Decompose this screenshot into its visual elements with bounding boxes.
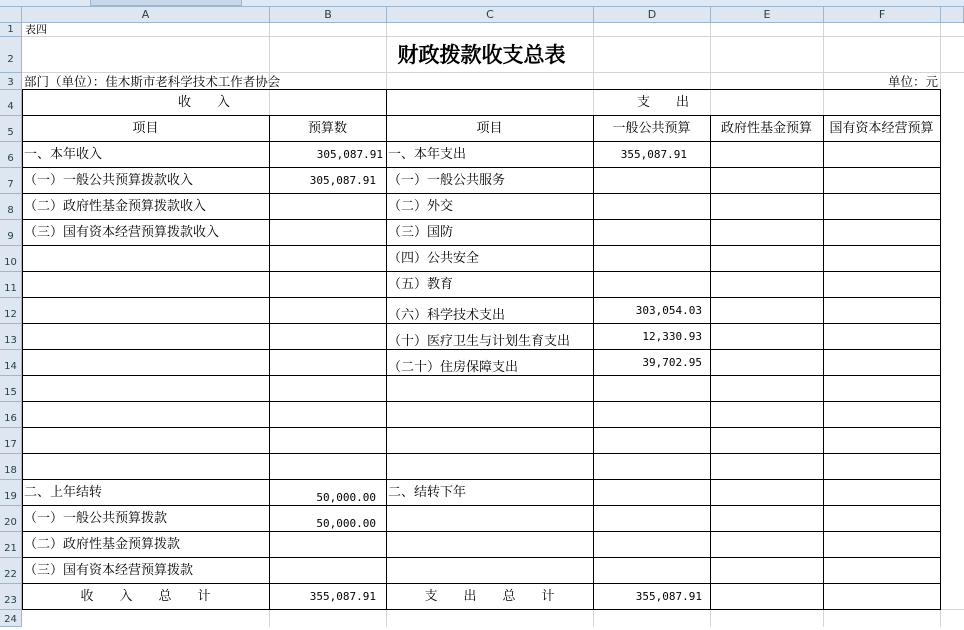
carry-in-row-label[interactable]: （三）国有资本经营预算拨款 <box>24 563 194 578</box>
row-header-10[interactable]: 10 <box>0 246 22 272</box>
table-border <box>22 89 23 610</box>
row-header-3[interactable]: 3 <box>0 73 22 90</box>
table-border <box>22 245 941 246</box>
expense-row-label[interactable]: （一）一般公共服务 <box>388 173 506 188</box>
expense-row-label[interactable]: （十）医疗卫生与计划生育支出 <box>388 334 571 349</box>
expense-row-value[interactable]: 12,330.93 <box>642 330 702 343</box>
expense-row-label[interactable]: （二十）住房保障支出 <box>388 360 519 375</box>
expense-row-label[interactable]: （二）外交 <box>388 199 454 214</box>
carry-in-row-label[interactable]: （二）政府性基金预算拨款 <box>24 537 181 552</box>
row-header-24[interactable]: 24 <box>0 610 22 627</box>
general-budget-header[interactable]: 一般公共预算 <box>612 121 691 136</box>
table-border <box>22 401 941 402</box>
column-header-f[interactable]: F <box>824 7 941 23</box>
row-header-11[interactable]: 11 <box>0 272 22 298</box>
income-row-value[interactable]: 305,087.91 <box>309 174 376 187</box>
carry-in-row-value[interactable]: 50,000.00 <box>316 517 376 530</box>
row-header-20[interactable]: 20 <box>0 506 22 532</box>
row-header-13[interactable]: 13 <box>0 324 22 350</box>
column-header-b[interactable]: B <box>270 7 387 23</box>
budget-amount-header[interactable]: 预算数 <box>307 121 347 136</box>
gridline <box>22 36 964 37</box>
carry-out-row-label[interactable]: 二、结转下年 <box>388 485 467 500</box>
column-header-a[interactable]: A <box>22 7 270 23</box>
table-border <box>940 89 941 610</box>
expense-row-label[interactable]: （五）教育 <box>388 277 454 292</box>
expense-row-value[interactable]: 355,087.91 <box>620 148 687 161</box>
income-total-label[interactable]: 收 入 总 计 <box>80 589 211 604</box>
row-header-18[interactable]: 18 <box>0 454 22 480</box>
table-border <box>710 115 711 610</box>
row-header-16[interactable]: 16 <box>0 402 22 428</box>
income-row-label[interactable]: （二）政府性基金预算拨款收入 <box>24 199 207 214</box>
table-border <box>22 479 941 480</box>
table-border <box>22 141 941 142</box>
row-header-1[interactable]: 1 <box>0 23 22 37</box>
page-title[interactable]: 财政拨款收支总表 <box>397 42 566 67</box>
income-row-label[interactable]: （三）国有资本经营预算拨款收入 <box>24 225 220 240</box>
expense-section-header[interactable]: 支 出 <box>636 95 689 110</box>
income-total-value[interactable]: 355,087.91 <box>309 590 376 603</box>
column-header-g[interactable] <box>941 7 964 23</box>
income-row-label[interactable]: （一）一般公共预算拨款收入 <box>24 173 194 188</box>
table-border <box>386 89 387 610</box>
row-header-22[interactable]: 22 <box>0 558 22 584</box>
row-header-17[interactable]: 17 <box>0 428 22 454</box>
expense-row-value[interactable]: 303,054.03 <box>635 304 702 317</box>
row-header-5[interactable]: 5 <box>0 116 22 142</box>
income-item-header[interactable]: 项目 <box>132 121 159 136</box>
income-row-label[interactable]: 一、本年收入 <box>24 147 103 162</box>
table-number[interactable]: 表四 <box>25 23 47 36</box>
column-header-e[interactable]: E <box>711 7 824 23</box>
row-header-14[interactable]: 14 <box>0 350 22 376</box>
expense-row-label[interactable]: 一、本年支出 <box>388 147 467 162</box>
row-header-4[interactable]: 4 <box>0 90 22 116</box>
horizontal-scroll-thumb[interactable] <box>90 0 242 6</box>
row-header-9[interactable]: 9 <box>0 220 22 246</box>
expense-total-value[interactable]: 355,087.91 <box>635 590 702 603</box>
row-header-23[interactable]: 23 <box>0 584 22 610</box>
carry-in-row-label[interactable]: （一）一般公共预算拨款 <box>24 511 168 526</box>
expense-row-value[interactable]: 39,702.95 <box>642 356 702 369</box>
row-header-6[interactable]: 6 <box>0 142 22 168</box>
expense-row-label[interactable]: （六）科学技术支出 <box>388 308 506 323</box>
expense-row-label[interactable]: （三）国防 <box>388 225 454 240</box>
row-header-21[interactable]: 21 <box>0 532 22 558</box>
column-header-d[interactable]: D <box>594 7 711 23</box>
table-border <box>22 453 941 454</box>
row-header-19[interactable]: 19 <box>0 480 22 506</box>
state-capital-budget-header[interactable]: 国有资本经营预算 <box>829 121 934 136</box>
table-border <box>823 115 824 610</box>
expense-total-label[interactable]: 支 出 总 计 <box>424 589 555 604</box>
row-header-15[interactable]: 15 <box>0 376 22 402</box>
column-header-c[interactable]: C <box>387 7 594 23</box>
expense-item-header[interactable]: 项目 <box>476 121 503 136</box>
row-header-7[interactable]: 7 <box>0 168 22 194</box>
income-row-value[interactable]: 305,087.91 <box>316 148 383 161</box>
table-border <box>22 271 941 272</box>
table-border <box>22 297 941 298</box>
department-label[interactable]: 部门（单位）：佳木斯市老科学技术工作者协会 <box>24 74 281 89</box>
expense-row-label[interactable]: （四）公共安全 <box>388 251 480 266</box>
gov-fund-budget-header[interactable]: 政府性基金预算 <box>720 121 812 136</box>
row-header-12[interactable]: 12 <box>0 298 22 324</box>
unit-label[interactable]: 单位：元 <box>887 74 938 89</box>
row-header-2[interactable]: 2 <box>0 37 22 73</box>
table-border <box>22 427 941 428</box>
row-header-8[interactable]: 8 <box>0 194 22 220</box>
carry-in-row-value[interactable]: 50,000.00 <box>316 491 376 504</box>
select-all-corner[interactable] <box>0 7 22 23</box>
carry-in-row-label[interactable]: 二、上年结转 <box>24 485 103 500</box>
table-border <box>22 609 941 610</box>
income-section-header[interactable]: 收 入 <box>177 95 230 110</box>
